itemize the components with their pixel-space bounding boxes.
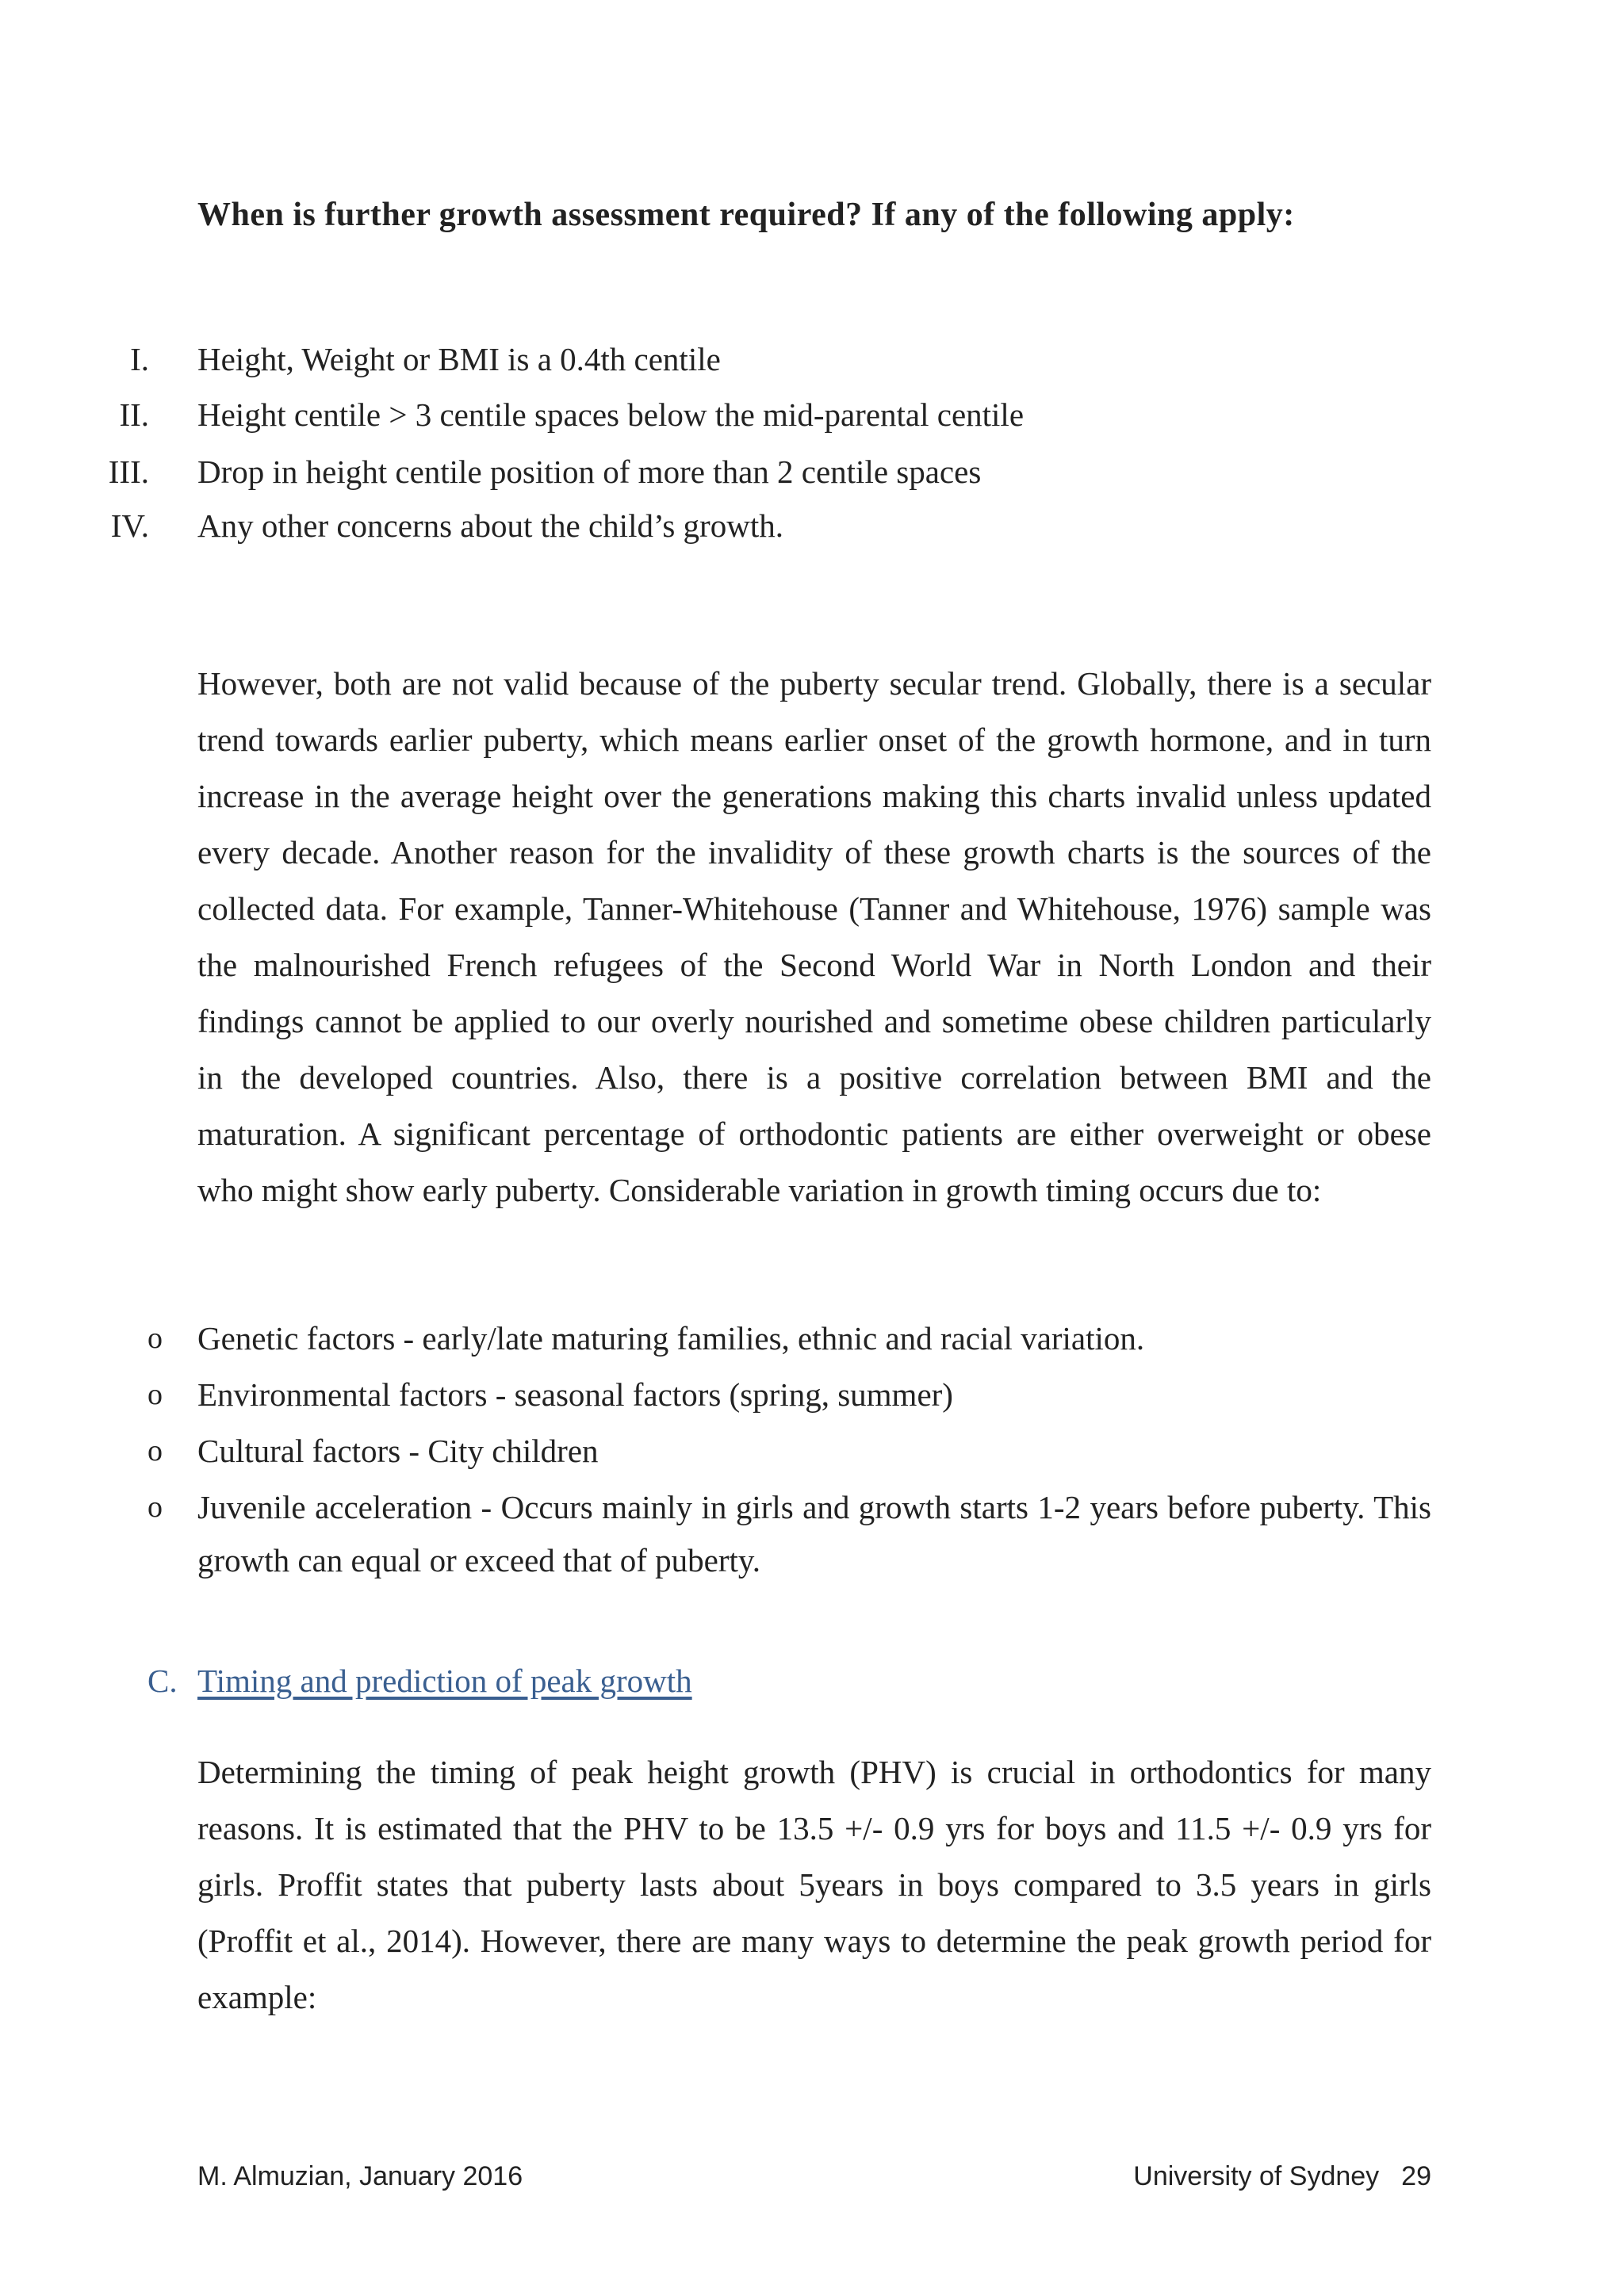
list-item-text: Environmental factors - seasonal factors (spring, summer) bbox=[197, 1376, 953, 1413]
page-number: 29 bbox=[1401, 2161, 1431, 2191]
bullet-marker: o bbox=[147, 1434, 163, 1468]
list-item-text: Height, Weight or BMI is a 0.4th centile bbox=[197, 341, 721, 377]
list-item-number: IV. bbox=[110, 507, 149, 544]
list-item-text: Any other concerns about the child’s growth. bbox=[197, 507, 783, 544]
section-letter: C. bbox=[147, 1663, 178, 1699]
footer-author-date: M. Almuzian, January 2016 bbox=[197, 2161, 523, 2191]
list-item-text: Height centile > 3 centile spaces below the mid-parental centile bbox=[197, 396, 1025, 433]
bullet-marker: o bbox=[147, 1378, 163, 1411]
bullet-marker: o bbox=[147, 1322, 163, 1355]
bullet-marker: o bbox=[147, 1490, 163, 1524]
footer-right bbox=[1133, 2161, 1431, 2192]
body-paragraph: However, both are not valid because of the puberty secular trend. Globally, there is a secular trend towards earlier puberty, which means earlier onset of the growth hormone, and in turn increase in the average height over the generations making this charts invalid unless updated every decade. Another reason for the invalidity of these growth charts is the sources of the collected data. For example, Tanner-Whitehouse (Tanner and Whitehouse, 1976) sample was the malnourished French refugees of the Second World War in North London and their findings cannot be applied to our overly nourished and sometime obese children particularly in the developed countries. Also, there is a positive correlation between BMI and the maturation. A significant percentage of orthodontic patients are either overweight or obese who might show early puberty. Considerable variation in growth timing occurs due to: bbox=[197, 665, 1431, 1208]
section-title bbox=[147, 1657, 692, 1705]
list-item-number: I. bbox=[130, 341, 149, 377]
list-item-text: Juvenile acceleration - Occurs mainly in girls and growth starts 1-2 years before puberty. This growth can equal or exceed that of puberty. bbox=[197, 1489, 1431, 1578]
list-item-number: II. bbox=[119, 396, 149, 433]
list-item-text: Genetic factors - early/late maturing families, ethnic and racial variation. bbox=[197, 1320, 1145, 1357]
list-item-number: III. bbox=[108, 453, 149, 490]
body-paragraph: Determining the timing of peak height growth (PHV) is crucial in orthodontics for many reasons. It is estimated that the PHV to be 13.5 +/- 0.9 yrs for boys and 11.5 +/- 0.9 yrs for girls. Proffit states that puberty lasts about 5years in boys compared to 3.5 years in girls (Proffit et al., 2014). However, there are many ways to determine the peak growth period for example: bbox=[197, 1754, 1431, 2015]
list-item-text: Drop in height centile position of more than 2 centile spaces bbox=[197, 453, 982, 490]
section-heading: When is further growth assessment required? If any of the following apply: bbox=[197, 197, 1295, 233]
list-item-text: Cultural factors - City children bbox=[197, 1433, 599, 1469]
footer-institution: University of Sydney bbox=[1133, 2161, 1380, 2191]
section-title-link[interactable]: Timing and prediction of peak growth bbox=[197, 1663, 692, 1699]
